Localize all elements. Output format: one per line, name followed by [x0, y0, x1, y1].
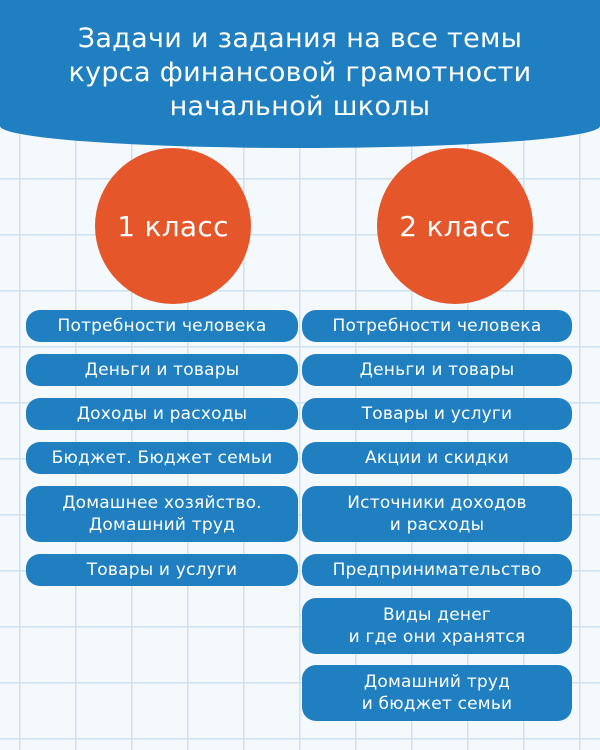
topic-label: Бюджет. Бюджет семьи: [51, 448, 273, 468]
grade-2-topic[interactable]: [302, 310, 572, 342]
topic-label-line-2: и где они хранятся: [348, 627, 526, 647]
topic-label: Деньги и товары: [84, 360, 240, 380]
topic-label: Потребности человека: [332, 316, 542, 336]
title-line-1: Задачи и задания на все темы: [77, 23, 523, 54]
page-header: [0, 0, 600, 148]
topic-label: Товары и услуги: [86, 560, 238, 580]
topic-label: Потребности человека: [57, 316, 267, 336]
grade-2-topic[interactable]: [302, 486, 572, 542]
topic-label-line-1: Источники доходов: [347, 493, 527, 513]
grade-1-topic[interactable]: [26, 398, 298, 430]
grade-2-topic[interactable]: [302, 442, 572, 474]
grade-2-topic[interactable]: [302, 665, 572, 721]
grade-1-topic[interactable]: [26, 486, 298, 542]
topic-label-line-2: и расходы: [389, 515, 485, 535]
topic-label-line-1: Домашний труд: [363, 672, 511, 692]
grade-1-topic[interactable]: [26, 310, 298, 342]
grade-1-topic[interactable]: [26, 442, 298, 474]
title-line-2: курса финансовой грамотности: [68, 57, 532, 88]
topic-label-line-1: Домашнее хозяйство.: [62, 493, 262, 513]
topic-label: Товары и услуги: [361, 404, 513, 424]
topic-label: Деньги и товары: [359, 360, 515, 380]
title-line-3: начальной школы: [169, 91, 431, 122]
topic-label-line-2: и бюджет семьи: [361, 694, 513, 714]
grade-1-label: 1 класс: [117, 209, 229, 243]
grade-2-badge: [377, 148, 533, 304]
topic-label-line-2: Домашний труд: [88, 515, 236, 535]
grade-2-topic[interactable]: [302, 398, 572, 430]
grade-2-topic[interactable]: [302, 598, 572, 654]
topic-label: Предпринимательство: [332, 560, 542, 580]
grade-2-topic[interactable]: [302, 554, 572, 586]
topic-label: Акции и скидки: [365, 448, 509, 468]
grade-1-topic[interactable]: [26, 554, 298, 586]
topic-label: Доходы и расходы: [76, 404, 248, 424]
grade-1-badge: [95, 148, 251, 304]
grade-2-topic[interactable]: [302, 354, 572, 386]
grade-1-topic[interactable]: [26, 354, 298, 386]
topic-label-line-1: Виды денег: [382, 605, 491, 625]
grade-2-label: 2 класс: [399, 209, 511, 243]
